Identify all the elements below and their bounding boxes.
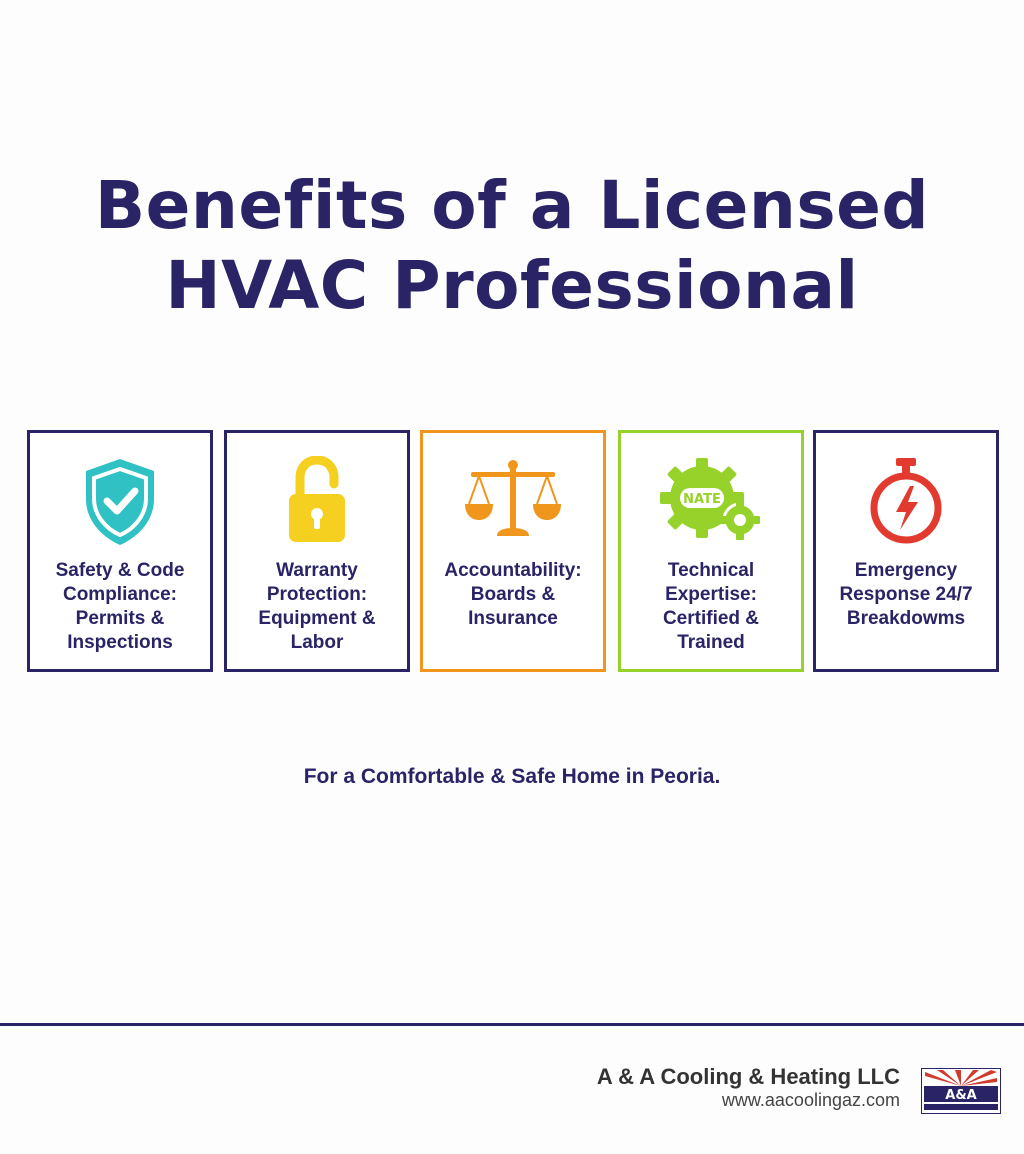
benefit-cards <box>27 430 997 670</box>
company-url[interactable]: www.aacoolingaz.com <box>721 1090 900 1110</box>
benefit-label-technical: Technical Expertise: Certified & Trained <box>662 560 760 653</box>
benefit-label-accountability: Accountability: Boards & Insurance <box>444 560 582 629</box>
footer-divider <box>0 1023 1024 1026</box>
company-name: A & A Cooling & Heating LLC <box>596 1064 900 1089</box>
stopwatch-bolt-icon <box>816 451 996 551</box>
nate-text: NATE <box>683 492 721 507</box>
benefit-card-technical <box>618 430 804 672</box>
company-logo <box>921 1068 1001 1114</box>
title-line-2: HVAC Professional <box>165 247 859 324</box>
benefit-card-accountability <box>420 430 606 672</box>
page-title <box>0 166 1024 326</box>
logo-text: A&A <box>945 1088 977 1103</box>
benefit-card-safety <box>27 430 213 672</box>
padlock-icon <box>227 451 407 551</box>
tagline: For a Comfortable & Safe Home in Peoria. <box>303 765 721 788</box>
scales-icon <box>423 451 603 551</box>
benefit-label-emergency: Emergency Response 24/7 Breakdowms <box>839 560 973 629</box>
benefit-card-emergency <box>813 430 999 672</box>
benefit-label-warranty: Warranty Protection: Equipment & Labor <box>258 560 376 653</box>
nate-gear-icon <box>621 451 801 551</box>
shield-check-icon <box>30 451 210 551</box>
benefit-card-warranty <box>224 430 410 672</box>
title-line-1: Benefits of a Licensed <box>94 167 930 244</box>
benefit-label-safety: Safety & Code Compliance: Permits & Inspections <box>55 560 185 653</box>
